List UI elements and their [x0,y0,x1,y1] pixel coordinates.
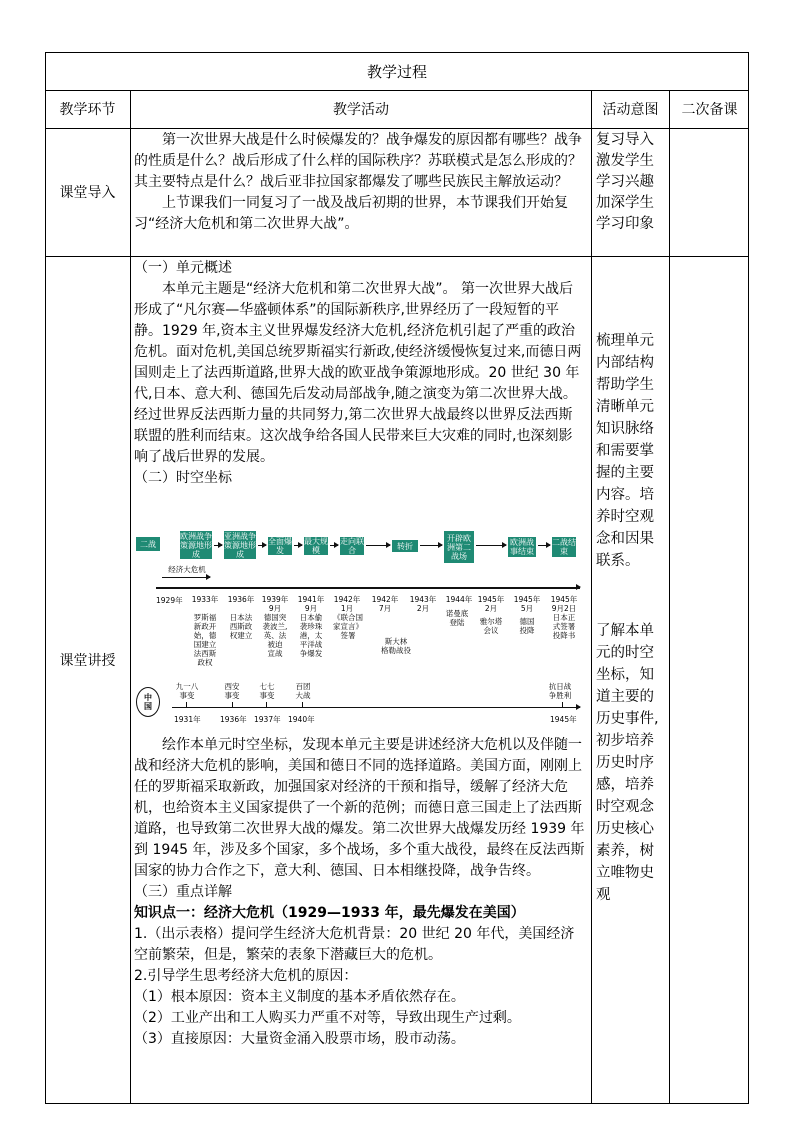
section-title: （三）重点详解 [134,884,232,900]
year-label: 1944年 [445,595,473,604]
timeline-box: 二战 [136,537,160,551]
intent-line: 历史时序 [596,755,654,771]
stage-intro: 课堂导入 [59,185,116,201]
header-intent: 活动意图 [602,102,659,118]
row-divider [45,256,749,257]
knowledge-point-title: 知识点一：经济大危机（1929—1933 年，最先爆发在美国） [134,905,525,921]
event-label: 日本正 式签署 投降书 [552,613,576,640]
intent-line: 联系。 [596,553,640,569]
event-label: 《联合国 家宣言》 签署 [333,613,363,640]
intent-line: 坐标，知 [596,667,654,683]
intent-line: 观 [596,887,611,903]
intent-line: 元的时空 [596,645,654,661]
china-year: 1931年 [174,715,201,724]
section-title: （二）时空坐标 [134,470,232,486]
year-label: 1933年 [191,595,219,604]
intent-line: 历史事件, [596,711,659,727]
timeline-box: 二战结束 [552,538,576,556]
event-label: 诺曼底 登陆 [445,609,469,627]
intent-line: 道主要的 [596,689,654,705]
timeline-box: 全面爆发 [268,537,292,555]
intro-question-paragraph: 第一次世界大战是什么时候爆发的？战争爆发的原因都有哪些？战争的性质是什么？战后形成了什么样的国际秩序？苏联模式是怎么形成的？其主要特点是什么？战后亚非拉国家都爆发了哪些民族民主解放运动？ [134,132,582,190]
china-label: 中 国 [144,693,152,711]
section-title: （一）单元概述 [134,260,232,276]
intent-line: 学习印象 [596,216,654,232]
china-event: 抗日战 争胜利 [548,682,572,700]
intent-line: 和需要掌 [596,443,654,459]
intent-line: 握的主要 [596,465,654,481]
year-label: 1945年 2月 [477,595,505,613]
intent-line: 激发学生 [596,153,654,169]
intro-intent [596,130,668,235]
point-line: （1）根本原因：资本主义制度的基本矛盾依然存在。 [134,989,465,1005]
intro-activity [134,130,586,235]
china-event: 九一八 事变 [175,682,199,700]
intent-line: 感，培养 [596,777,654,793]
year-label: 1943年 2月 [409,595,437,613]
intent-line: 清晰单元 [596,399,654,415]
intent-line: 学习兴趣 [596,174,654,190]
event-label: 日本偷 袭珍珠 港，太 平洋战 争爆发 [299,613,323,658]
year-label: 1942年 1月 [333,595,361,613]
col-divider [669,90,670,1104]
event-label: 日本法 西斯政 权建立 [229,613,253,640]
china-year: 1945年 [550,715,577,724]
year-label: 1942年 7月 [371,595,399,613]
lecture-intent-1 [596,330,668,572]
flow-arrow [330,545,338,546]
intent-line: 帮助学生 [596,377,654,393]
row-divider [45,128,749,129]
intent-line: 梳理单元 [596,333,654,349]
stage-lecture: 课堂讲授 [59,653,116,669]
axis-tick [186,702,187,707]
year-label: 1941年 9月 [297,595,325,613]
col-divider [130,90,131,1104]
intent-line: 初步培养 [596,733,654,749]
year-label: 1945年 5月 [513,595,541,613]
intent-line: 时空观念 [596,799,654,815]
timeline-box: 转折 [392,540,418,552]
timeline-box: 亚洲战争策源地形成 [224,531,256,559]
header-second-prep: 二次备课 [681,102,738,118]
china-badge [136,687,160,717]
crisis-label: 经济大危机 [168,565,206,574]
point-line: （3）直接原因：大量资金涌入股票市场，股市动荡。 [134,1031,465,1047]
year-label: 1945年 9月2日 [550,595,578,613]
timeline-box: 最大规模 [304,537,328,555]
intent-line: 素养，树 [596,843,654,859]
intent-line: 加深学生 [596,195,654,211]
year-label: 1929年 [156,596,183,605]
lecture-intent-2 [596,620,668,906]
timeline-box: 开辟欧洲第二战场 [444,531,474,563]
china-event: 七七 事变 [259,682,275,700]
intent-line: 内容。培 [596,487,654,503]
crisis-span-arrow [162,577,210,578]
china-event: 百团 大战 [295,682,311,700]
intent-line: 了解本单 [596,623,654,639]
intent-line: 内部结构 [596,355,654,371]
overview-paragraph: 本单元主题是“经济大危机和第二次世界大战”。 第一次世界大战后形成了“凡尔赛—华盛顿体系”的国际新秩序,世界经历了一段短暂的平静。1929 年,资本主义世界爆发经济大危机,经济危机引起了严重的政治危机。面对危机,美国总统罗斯福实行新政,使经济缓慢恢复过来,而德日两国则走上了法西斯道路,世界大战的欧亚战争策源地形成。20 世纪 30 年代,日本、意大利、德国先后发动局部战争,随之演变为第二次世界大战。经过世界反法西斯力量的共同努力,第二次世界大战最终以世界反法西斯联盟的胜利而结束。这次战争给各国人民带来巨大灾难的同时,也深刻影响了战后世界的发展。 [134,281,582,465]
intent-line: 知识脉络 [596,421,654,437]
intent-line: 念和因果 [596,531,654,547]
event-label: 德国突 袭波兰, 英、法 被迫 宣战 [262,613,288,658]
year-label: 1936年 [227,595,255,604]
header-stage: 教学环节 [59,102,116,118]
point-line: （2）工业产出和工人购买力严重不对等，导致出现生产过剩。 [134,1010,521,1026]
intent-line: 养时空观 [596,509,654,525]
col-divider [591,90,592,1104]
unit-overview [134,258,586,489]
flow-arrow [476,545,506,546]
table-title: 教学过程 [366,62,427,81]
time-axis [156,587,580,589]
intent-line: 复习导入 [596,132,654,148]
intent-line: 立唯物史 [596,865,654,881]
point-line: 1.（出示表格）提问学生经济大危机背景：20 世纪 20 年代，美国经济空前繁荣，但是，繁荣的表象下潜藏巨大的危机。 [134,926,575,963]
timeline-box: 欧洲战事结束 [510,538,534,556]
timeline-box: 走向联合 [340,537,364,555]
timeline-diagram [134,527,586,729]
flow-arrow [538,545,550,546]
axis-tick [302,702,303,707]
china-event: 西安 事变 [224,682,240,700]
china-year: 1936年 [220,715,247,724]
flow-arrow [366,545,390,546]
timeline-analysis-paragraph: 绘作本单元时空坐标，发现本单元主要是讲述经济大危机以及伴随一战和经济大危机的影响，美国和德日不同的选择道路。美国方面，刚刚上任的罗斯福采取新政，加强国家对经济的干预和指导，缓解了经济大危机，也给资本主义国家提供了一个新的范例；而德日意三国走上了法西斯道路，也导致第二次世界大战的爆发。第二次世界大战爆发历经 1939 年到 1945 年，涉及多个国家，多个战场，多个重大战役，最终在反法西斯国家的协力合作之下，意大利、德国、日本相继投降，战争告终。 [134,737,585,879]
flow-arrow [420,545,442,546]
axis-tick [232,702,233,707]
intro-transition-paragraph: 上节课我们一同复习了一战及战后初期的世界，本节课我们开始复习“经济大危机和第二次世界大战”。 [134,195,568,232]
axis-tick [266,702,267,707]
china-year: 1940年 [288,715,315,724]
axis-tick [562,702,563,707]
intent-line: 历史核心 [596,821,654,837]
header-activity: 教学活动 [333,102,389,118]
event-label: 斯大林 格勒战役 [381,637,411,655]
china-year: 1937年 [254,715,281,724]
lecture-detail [134,735,586,1050]
timeline-box: 欧洲战争策源地形成 [180,531,212,559]
flow-arrow [214,545,222,546]
event-label: 德国 投降 [519,617,535,635]
china-time-axis [172,707,580,708]
year-label: 1939年 9月 [261,595,289,613]
point-line: 2.引导学生思考经济大危机的原因： [134,968,358,984]
event-label: 雅尔塔 会议 [479,617,503,635]
event-label: 罗斯福 新政开 始，德 国建立 法西斯 政权 [193,613,217,667]
flow-arrow [294,545,302,546]
flow-arrow [258,545,266,546]
